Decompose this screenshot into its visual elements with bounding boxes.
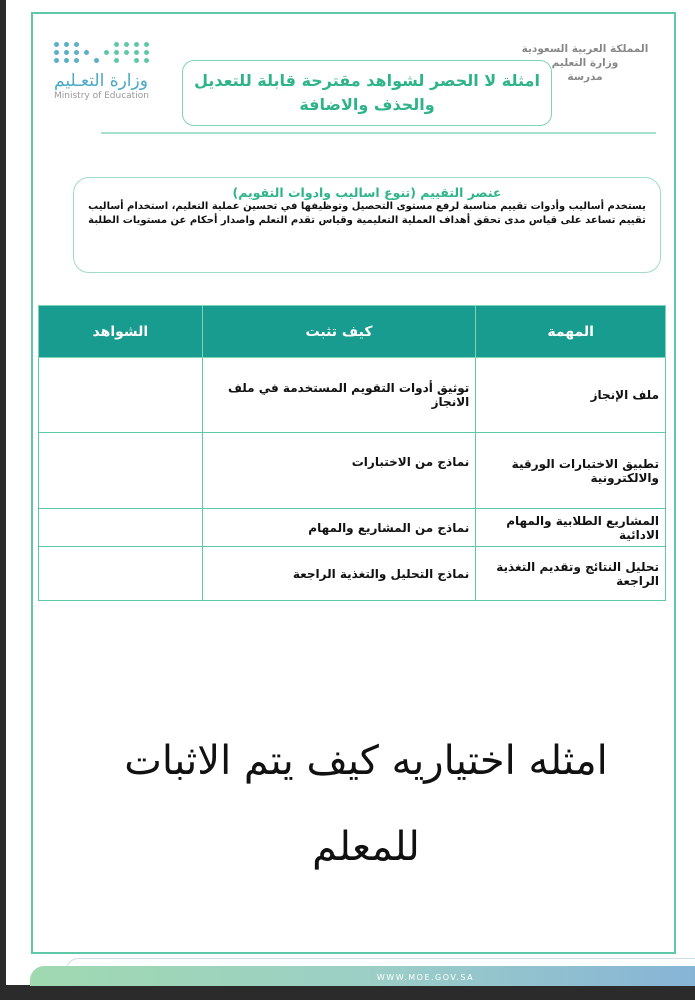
- note-line-1: امثله اختياريه كيف يتم الاثبات: [124, 738, 608, 784]
- evaluation-description: يستخدم أساليب وأدوات تقييم مناسبة لرفع مستوى التحصيل وتوظيفها في تحسين عملية التعليم، استخدام أساليب تقييم تساعد على قياس مدى تحقق أهداف العملية التعليمية وقياس تقدم التعلم واصدار أحكام عن مستويات الطلبة: [88, 201, 646, 226]
- note-line-2: للمعلم: [312, 824, 420, 870]
- header-how: كيف تثبت: [202, 306, 476, 358]
- evidence-table: [38, 305, 666, 601]
- evidence-cell[interactable]: [39, 547, 203, 601]
- evaluation-heading: عنصر التقييم (تنوع اساليب وادوات التقويم): [232, 185, 502, 200]
- evidence-cell[interactable]: [39, 433, 203, 509]
- header-task: المهمة: [476, 306, 666, 358]
- table-header-row: [39, 306, 666, 358]
- footer-url: WWW.MOE.GOV.SA: [376, 973, 475, 982]
- table-row: [39, 509, 666, 547]
- divider: [101, 132, 656, 134]
- logo-dots-icon: [54, 42, 154, 63]
- moe-logo: [54, 42, 154, 101]
- task-cell: المشاريع الطلابية والمهام الادائية: [476, 509, 666, 547]
- logo-english: Ministry of Education: [54, 91, 149, 101]
- header-evidence: الشواهد: [39, 306, 203, 358]
- ministry-label: وزارة التعليم: [551, 57, 619, 69]
- page-title: امثلة لا الحصر لشواهد مقترحة قابلة للتعديل والحذف والاضافة: [182, 60, 552, 126]
- how-cell: توثيق أدوات التقويم المستخدمة في ملف الانجاز: [202, 358, 476, 433]
- how-cell: نماذج التحليل والتغذية الراجعة: [202, 547, 476, 601]
- table-row: [39, 358, 666, 433]
- evidence-cell[interactable]: [39, 358, 203, 433]
- table-row: [39, 547, 666, 601]
- task-cell: تطبيق الاختبارات الورقية والالكترونية: [476, 433, 666, 509]
- teacher-note: [66, 718, 666, 890]
- evaluation-element-box: [73, 177, 661, 273]
- school-label: مدرسة: [567, 71, 603, 83]
- task-cell: تحليل النتائج وتقديم التغذية الراجعة: [476, 547, 666, 601]
- how-cell: نماذج من الاختبارات: [202, 433, 476, 509]
- logo-arabic: وزارة التعـليم: [54, 71, 148, 91]
- footer-bar: [30, 966, 695, 986]
- table-row: [39, 433, 666, 509]
- kingdom-label: المملكة العربية السعودية: [521, 43, 649, 55]
- evidence-cell[interactable]: [39, 509, 203, 547]
- how-cell: نماذج من المشاريع والمهام: [202, 509, 476, 547]
- task-cell: ملف الإنجاز: [476, 358, 666, 433]
- document-page: [6, 0, 695, 985]
